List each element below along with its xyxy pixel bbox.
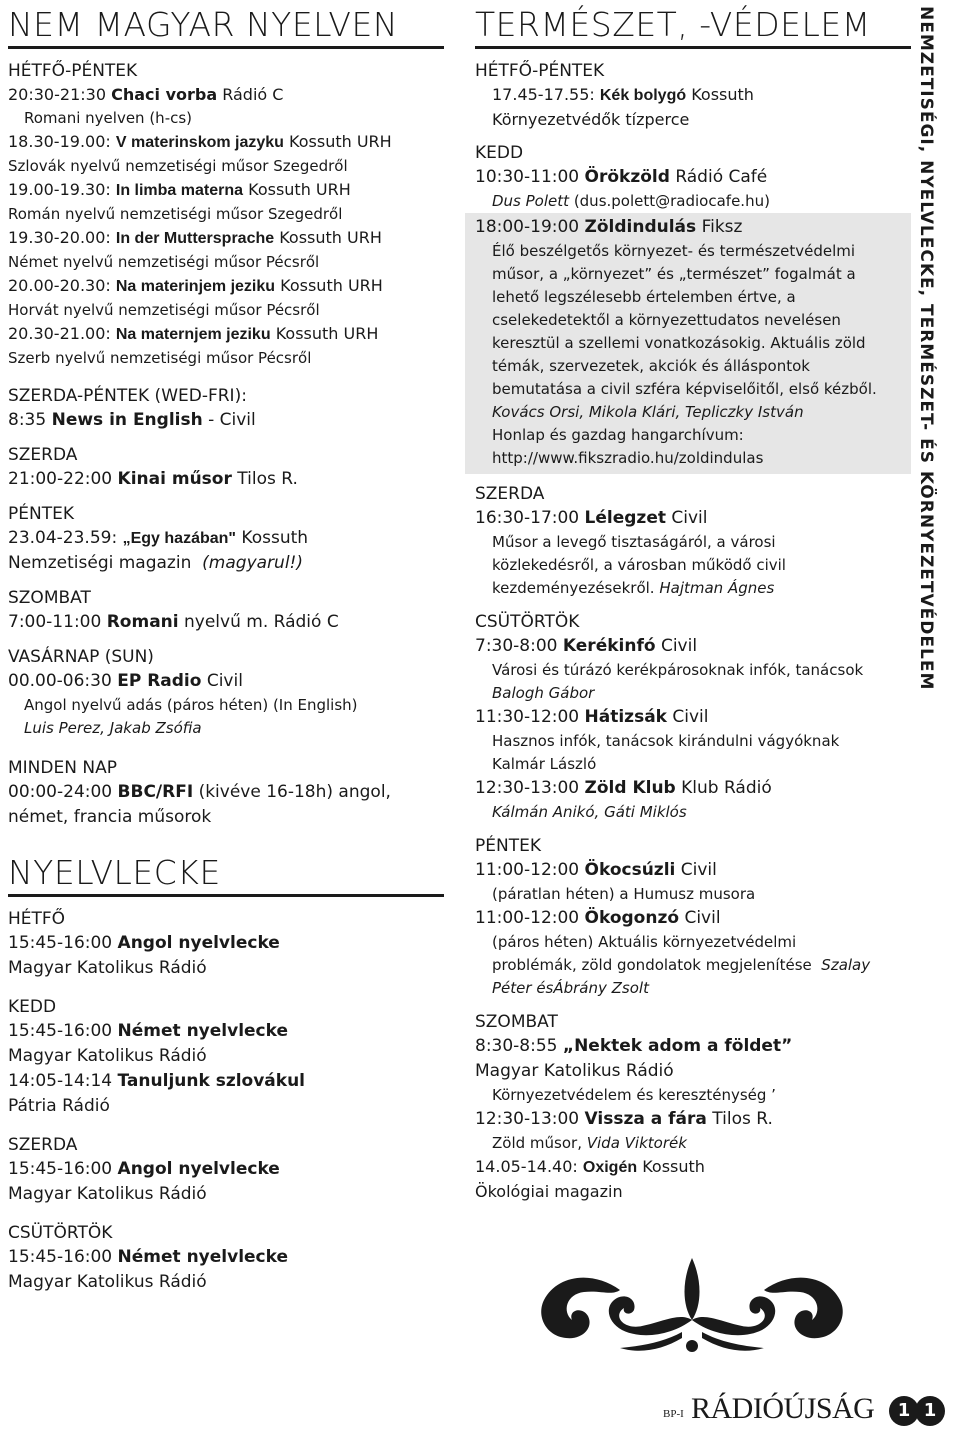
program-sub: Szerb nyelvű nemzetiségi műsor Pécsről <box>8 349 312 367</box>
program-hosts: Kalmár László <box>492 755 597 773</box>
middle-column <box>475 0 915 1204</box>
left-column <box>8 0 444 1295</box>
program-channel: Pátria Rádió <box>8 1096 110 1116</box>
sidebar-text: NEMZETISÉGI, NYELVLECKE, TERMÉSZET- ÉS KÖRNYEZETVÉDELEM <box>916 6 936 691</box>
program-desc: (páros héten) Aktuális környezetvédelmi <box>492 933 797 951</box>
program-line: 8:35 News in English - Civil <box>8 410 256 430</box>
program-channel: Magyar Katolikus Rádió <box>8 1272 207 1292</box>
program-line: 10:30-11:00 Örökzöld Rádió Café <box>475 167 768 187</box>
program-sub: német, francia műsorok <box>8 807 212 827</box>
program-desc: problémák, zöld gondolatok megjelenítése Szalay <box>492 956 871 974</box>
program-hosts: Balogh Gábor <box>492 684 595 702</box>
program-line: 8:30-8:55 „Nektek adom a földet” <box>475 1036 793 1056</box>
program-line: 20.30-21.00: Na maternjem jeziku Kossuth URH <box>8 324 379 343</box>
program-hosts: Kálmán Anikó, Gáti Miklós <box>492 803 687 821</box>
program-line: 15:45-16:00 Német nyelvlecke <box>8 1021 289 1041</box>
day-heading: PÉNTEK <box>8 504 74 524</box>
program-channel: Magyar Katolikus Rádió <box>8 1184 207 1204</box>
program-desc: Környezetvédelem és kereszténység ’ <box>492 1086 776 1104</box>
page-number <box>889 1396 941 1426</box>
program-line: 15:45-16:00 Angol nyelvlecke <box>8 1159 280 1179</box>
program-line: 14:05-14:14 Tanuljunk szlovákul <box>8 1071 306 1091</box>
program-line: 15:45-16:00 Angol nyelvlecke <box>8 933 280 953</box>
program-desc: Városi és túrázó kerékpárosoknak infók, tanácsok <box>492 661 864 679</box>
program-line: 00.00-06:30 EP Radio Civil <box>8 671 243 691</box>
program-line: 17.45-17.55: Kék bolygó Kossuth <box>492 85 754 104</box>
day-heading: SZERDA <box>8 445 78 465</box>
program-desc: közlekedésről, a városban működő civil <box>492 556 786 574</box>
section-title-termeszet: TERMÉSZET, -VÉDELEM <box>475 6 911 49</box>
program-desc: cselekedetektől a környezettudatos nevelésen <box>492 311 841 329</box>
program-line: 7:00-11:00 Romani nyelvű m. Rádió C <box>8 612 339 632</box>
program-line: 18:00-19:00 Zöldindulás Fiksz <box>475 217 743 237</box>
day-heading: SZOMBAT <box>475 1012 558 1032</box>
program-channel: Magyar Katolikus Rádió <box>8 958 207 978</box>
highlight-box <box>465 213 911 474</box>
day-heading: SZERDA <box>8 1135 78 1155</box>
program-desc: kezdeményezésekről. Hajtman Ágnes <box>492 579 775 597</box>
program-desc: lehető legszélesebb értelemben értve, a <box>492 288 796 306</box>
program-line: 12:30-13:00 Zöld Klub Klub Rádió <box>475 778 772 798</box>
program-link[interactable]: http://www.fikszradio.hu/zoldindulas <box>492 449 764 467</box>
program-line: 11:00-12:00 Ökocsúzli Civil <box>475 860 717 880</box>
program-line: 11:00-12:00 Ökogonzó Civil <box>475 908 721 928</box>
program-sub: Német nyelvű nemzetiségi műsor Pécsről <box>8 253 320 271</box>
section-title-nyelvlecke: NYELVLECKE <box>8 854 444 897</box>
day-heading: SZOMBAT <box>8 588 91 608</box>
program-sub: Angol nyelvű adás (páros héten) (In English) <box>24 696 358 714</box>
program-line: 00:00-24:00 BBC/RFI (kivéve 16-18h) angol, <box>8 782 391 802</box>
day-heading: KEDD <box>8 997 57 1017</box>
program-desc: bemutatása a civil szféra képviselőitől, első kézből. <box>492 380 877 398</box>
day-heading: SZERDA <box>475 484 545 504</box>
day-heading: KEDD <box>475 143 524 163</box>
program-hosts: Dus Polett (dus.polett@radiocafe.hu) <box>492 192 770 210</box>
ornament-icon <box>532 1250 852 1360</box>
program-sub: Nemzetiségi magazin (magyarul!) <box>8 553 303 573</box>
program-channel: Magyar Katolikus Rádió <box>8 1046 207 1066</box>
program-desc: (páratlan héten) a Humusz musora <box>492 885 756 903</box>
program-desc: témák, szervezetek, akciók és álláspontok <box>492 357 810 375</box>
page-footer <box>663 1392 953 1432</box>
program-line: 20.00-20.30: Na materinjem jeziku Kossuth URH <box>8 276 383 295</box>
program-sub: Román nyelvű nemzetiségi műsor Szegedről <box>8 205 343 223</box>
program-hosts: Kovács Orsi, Mikola Klári, Tepliczky István <box>492 403 804 421</box>
page-number-digit: 1 <box>889 1396 919 1426</box>
program-desc: Honlap és gazdag hangarchívum: <box>492 426 744 444</box>
footer-title: RÁDIÓÚJSÁG <box>691 1392 875 1425</box>
page-number-digit: 1 <box>915 1396 945 1426</box>
day-heading: HÉTFŐ <box>8 909 66 929</box>
program-sub: Horvát nyelvű nemzetiségi műsor Pécsről <box>8 301 320 319</box>
day-heading: HÉTFŐ-PÉNTEK <box>475 61 605 81</box>
program-line: 18.30-19.00: V materinskom jazyku Kossuth URH <box>8 132 392 151</box>
program-desc: keresztül a szellemi vonatkozásokig. Aktuális zöld <box>492 334 866 352</box>
program-line: 11:30-12:00 Hátizsák Civil <box>475 707 709 727</box>
program-sub: Környezetvédők tízperce <box>492 110 690 129</box>
program-line: 23.04-23.59: „Egy hazában" Kossuth <box>8 528 309 548</box>
program-sub: Romani nyelven (h-cs) <box>24 109 193 127</box>
program-sub: Szlovák nyelvű nemzetiségi műsor Szegedről <box>8 157 348 175</box>
program-desc: műsor, a „környezet” és „természet” fogalmát a <box>492 265 856 283</box>
program-desc: Hasznos infók, tanácsok kirándulni vágyóknak <box>492 732 840 750</box>
program-line: 7:30-8:00 Kerékinfó Civil <box>475 636 698 656</box>
program-line: 20:30-21:30 Chaci vorba Rádió C <box>8 85 284 104</box>
program-desc: Élő beszélgetős környezet- és természetvédelmi <box>492 242 856 260</box>
program-line: 21:00-22:00 Kinai műsor Tilos R. <box>8 469 298 489</box>
day-heading: PÉNTEK <box>475 836 541 856</box>
day-heading: MINDEN NAP <box>8 758 117 778</box>
day-heading: HÉTFŐ-PÉNTEK <box>8 61 138 81</box>
program-hosts: Luis Perez, Jakab Zsófia <box>24 719 202 737</box>
section-title-nem-magyar: NEM MAGYAR NYELVEN <box>8 6 444 49</box>
day-heading: CSÜTÖRTÖK <box>475 612 580 632</box>
program-hosts: Péter ésÁbrány Zsolt <box>492 979 649 997</box>
program-desc: Műsor a levegő tisztaságáról, a városi <box>492 533 776 551</box>
day-heading: CSÜTÖRTÖK <box>8 1223 113 1243</box>
program-line: 19.30-20.00: In der Muttersprache Kossuth URH <box>8 228 382 247</box>
program-desc: Zöld műsor, Vida Viktorék <box>492 1134 687 1152</box>
day-heading: SZERDA-PÉNTEK (WED-FRI): <box>8 386 247 406</box>
program-channel: Magyar Katolikus Rádió <box>475 1061 674 1081</box>
footer-edition: BP-I <box>663 1408 684 1420</box>
program-sub: Ökológiai magazin <box>475 1182 623 1201</box>
day-heading: VASÁRNAP (SUN) <box>8 647 154 667</box>
program-line: 19.00-19.30: In limba materna Kossuth URH <box>8 180 351 199</box>
program-line: 16:30-17:00 Lélegzet Civil <box>475 508 708 528</box>
program-line: 15:45-16:00 Német nyelvlecke <box>8 1247 289 1267</box>
vertical-sidebar-title <box>916 0 956 720</box>
program-line: 12:30-13:00 Vissza a fára Tilos R. <box>475 1109 773 1129</box>
program-line: 14.05-14.40: Oxigén Kossuth <box>475 1157 705 1176</box>
